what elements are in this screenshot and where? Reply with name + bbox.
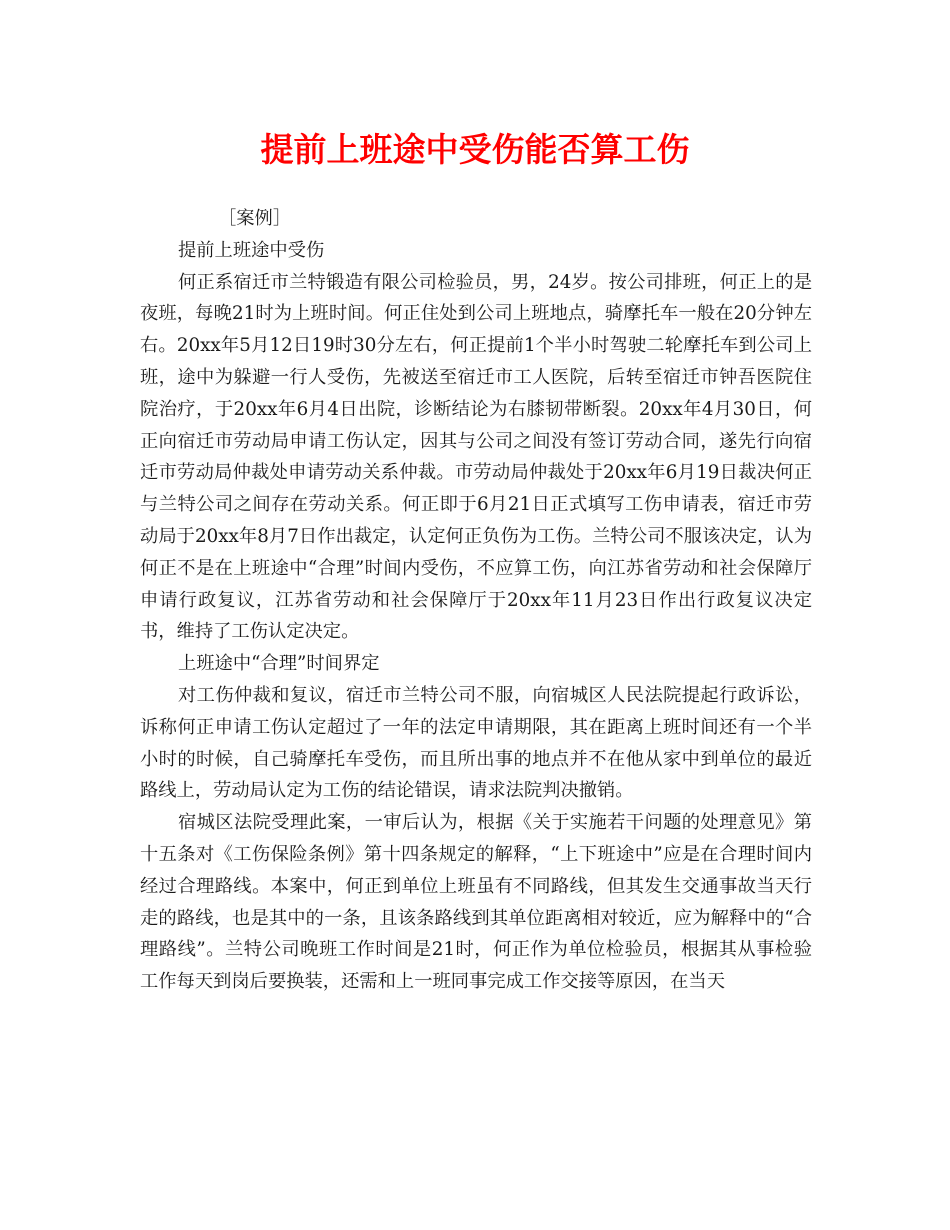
document-title: 提前上班途中受伤能否算工伤 <box>260 130 690 169</box>
court-ruling-paragraph: 宿城区法院受理此案，一审后认为，根据《关于实施若干问题的处理意见》第十五条对《工伤保险条例》第十四条规定的解释，“上下班途中”应是在合理时间内经过合理路线。本案中，何正到单位上班虽有不同路线，但其发生交通事故当天行走的路线，也是其中的一条，且该条路线到其单位距离相对较近，应为解释中的“合理路线”。兰特公司晚班工作时间是21时，何正作为单位检验员，根据其从事检验工作每天到岗后要换装，还需和上一班同事完成工作交接等原因，在当天 <box>140 812 812 993</box>
case-label: ［案例］ <box>218 208 292 229</box>
case-description-paragraph: 何正系宿迁市兰特锻造有限公司检验员，男，24岁。按公司排班，何正上的是夜班，每晚21时为上班时间。何正住处到公司上班地点，骑摩托车一般在20分钟左右。20xx年5月12日19时30分左右，何正提前1个半小时驾驶二轮摩托车到公司上班，途中为躲避一行人受伤，先被送至宿迁市工人医院，后转至宿迁市钟吾医院住院治疗，于20xx年6月4日出院，诊断结论为右膝韧带断裂。20xx年4月30日，何正向宿迁市劳动局申请工伤认定，因其与公司之间没有签订劳动合同，遂先行向宿迁市劳动局仲裁处申请劳动关系仲裁。市劳动局仲裁处于20xx年6月19日裁决何正与兰特公司之间存在劳动关系。何正即于6月21日正式填写工伤申请表，宿迁市劳动局于20xx年8月7日作出裁定，认定何正负伤为工伤。兰特公司不服该决定，认为何正不是在上班途中“合理”时间内受伤，不应算工伤，向江苏省劳动和社会保障厅申请行政复议，江苏省劳动和社会保障厅于20xx年11月23日作出行政复议决定书，维持了工伤认定决定。 <box>140 271 812 643</box>
document-body <box>140 203 812 998</box>
lawsuit-paragraph: 对工伤仲裁和复议，宿迁市兰特公司不服，向宿城区人民法院提起行政诉讼，诉称何正申请工伤认定超过了一年的法定申请期限，其在距离上班时间还有一个半小时的时候，自己骑摩托车受伤，而且所出事的地点并不在他从家中到单位的最近路线上，劳动局认定为工伤的结论错误，请求法院判决撤销。 <box>140 684 812 802</box>
section-heading-injury: 提前上班途中受伤 <box>178 239 325 261</box>
section-heading-reasonable-time: 上班途中“合理”时间界定 <box>178 653 380 675</box>
